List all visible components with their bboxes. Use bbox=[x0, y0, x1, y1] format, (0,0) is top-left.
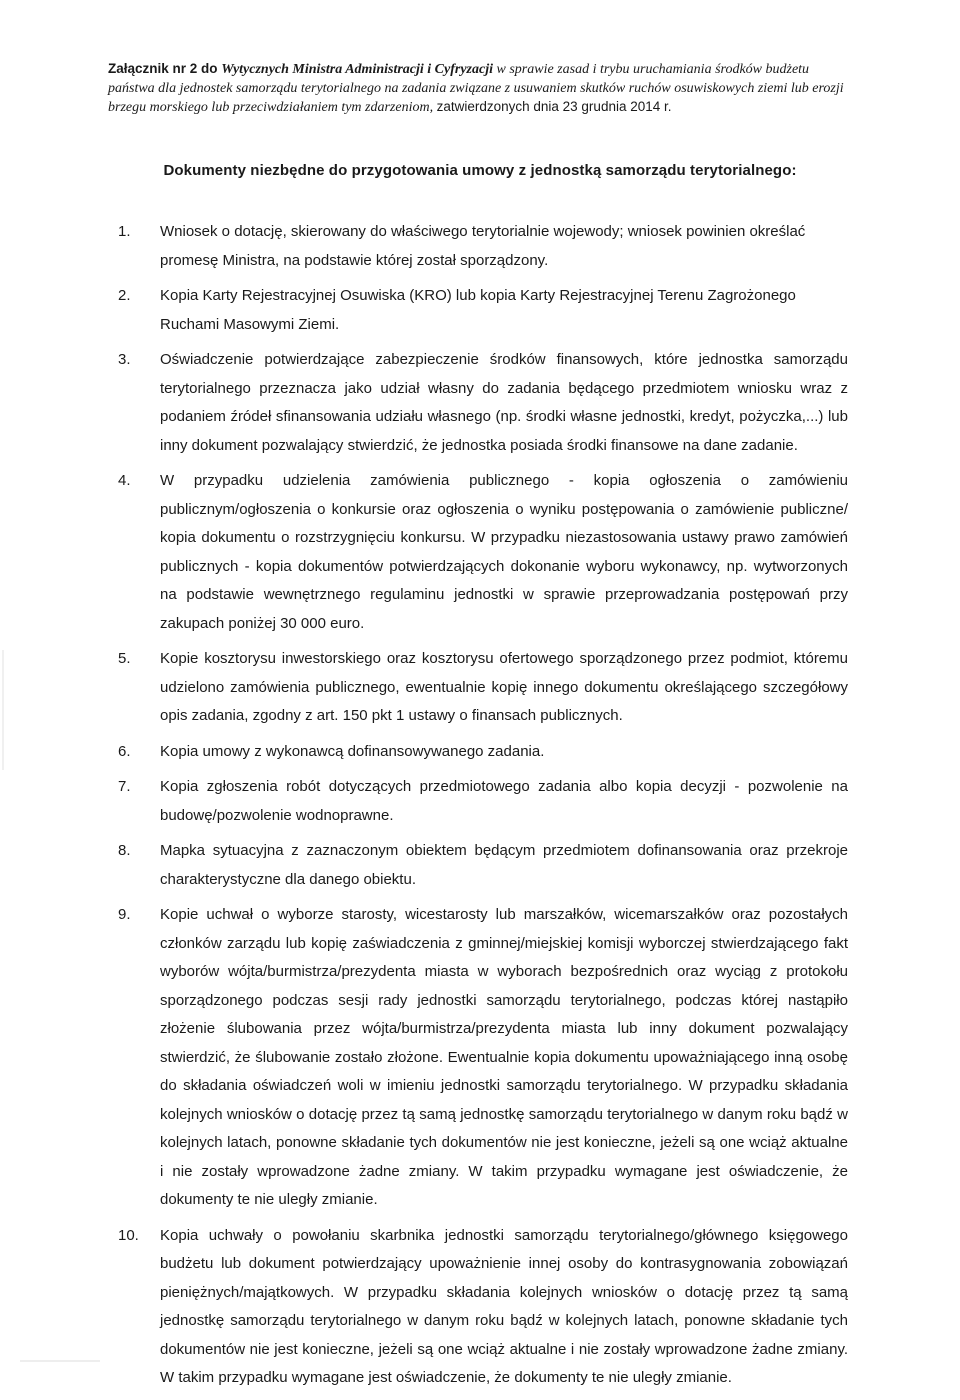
list-item-text: Kopia Karty Rejestracyjnej Osuwiska (KRO) lub kopia Karty Rejestracyjnej Terenu Zagrożonego Ruchami Masowymi Ziemi. bbox=[160, 287, 796, 333]
list-item bbox=[118, 1222, 848, 1393]
list-item-text: Kopia zgłoszenia robót dotyczących przedmiotowego zadania albo kopia decyzji - pozwolenie na budowę/pozwolenie wodnoprawne. bbox=[160, 778, 848, 824]
list-item-text: W przypadku udzielenia zamówienia publicznego - kopia ogłoszenia o zamówieniu publicznym/ogłoszenia o konkursie oraz ogłoszenia o wyniku postępowania o zamówienie publiczne/ kopia dokumentu o rozstrzygnięciu konkursu. W przypadku niezastosowania ustawy prawo zamówień publicznych - kopia dokumentów potwierdzających dokonanie wyboru wykonawcy, np. wytworzonych na podstawie wewnętrznego regulaminu jednostki w sprawie przeprowadzania postępowań przy zakupach poniżej 30 000 euro. bbox=[160, 472, 848, 632]
scan-edge-shadow bbox=[2, 650, 4, 770]
document-title: Dokumenty niezbędne do przygotowania umowy z jednostką samorządu terytorialnego: bbox=[163, 162, 797, 179]
list-item-number: 4. bbox=[118, 472, 131, 489]
list-item bbox=[118, 218, 848, 275]
list-item bbox=[118, 282, 848, 339]
list-item-number: 8. bbox=[118, 842, 131, 859]
required-documents-list bbox=[118, 218, 848, 1400]
list-item-number: 3. bbox=[118, 351, 131, 368]
list-item-number: 2. bbox=[118, 287, 131, 304]
scan-footer-shadow bbox=[20, 1360, 100, 1362]
list-item-text: Mapka sytuacyjna z zaznaczonym obiektem będącym przedmiotem dofinansowania oraz przekroje charakterystyczne dla danego obiektu. bbox=[160, 842, 848, 888]
list-item bbox=[118, 467, 848, 638]
annex-header bbox=[108, 60, 853, 118]
list-item-number: 6. bbox=[118, 742, 131, 760]
header-approval-date: zatwierdzonych dnia 23 grudnia 2014 r. bbox=[436, 99, 672, 114]
header-lead: Załącznik nr 2 do bbox=[108, 61, 222, 76]
header-guidelines-subject: w sprawie zasad i trybu uruchamiania środków budżetu państwa dla jednostek samorządu terytorialnego na zadania związane z usuwaniem skutków ruchów osuwiskowych ziemi lub erozji brzegu morskiego lub przeciwdziałaniem tym zdarzeniom, bbox=[108, 62, 844, 115]
list-item bbox=[118, 901, 848, 1215]
list-item-text: Kopia uchwały o powołaniu skarbnika jednostki samorządu terytorialnego/głównego księgowego budżetu lub dokument potwierdzający upoważnienie innej osoby do kontrasygnowania zobowiązań pieniężnych/majątkowych. W przypadku składania kolejnych wniosków o dotację przez tą samą jednostkę samorządu terytorialnego w danym roku bądź w kolejnych latach, ponowne składanie tych dokumentów nie jest konieczne, jeżeli są one wciąż aktualne i nie zostały wprowadzone żadne zmiany. W takim przypadku wymagane jest oświadczenie, że dokumenty te nie uległy zmianie. bbox=[160, 1226, 848, 1386]
list-item-number: 7. bbox=[118, 778, 131, 795]
list-item-text: Kopia umowy z wykonawcą dofinansowywanego zadania. bbox=[160, 742, 545, 760]
list-item bbox=[118, 738, 848, 767]
list-item bbox=[118, 773, 848, 830]
list-item-text: Kopie uchwał o wyborze starosty, wicestarosty lub marszałków, wicemarszałków oraz pozostałych członków zarządu lub kopię zaświadczenia z gminnej/miejskiej komisji wyborczej stwierdzającego fakt wyborów wójta/burmistrza/prezydenta miasta w wyborach bezpośrednich oraz wyciąg z protokołu sporządzonego podczas sesji rady jednostki samorządu terytorialnego, podczas której nastąpiło złożenie ślubowania przez wójta/burmistrza/prezydenta miasta lub inny dokument pozwalający stwierdzić, że ślubowanie zostało złożone. Ewentualnie kopia dokumentu upoważniającego inną osobę do składania oświadczeń woli w imieniu jednostki samorządu terytorialnego. W przypadku składania kolejnych wniosków o dotację przez tą samą jednostkę samorządu terytorialnego w danym roku bądź w kolejnych latach, ponowne składanie tych dokumentów nie jest konieczne, jeżeli są one wciąż aktualne i nie zostały wprowadzone żadne zmiany. W takim przypadku wymagane jest oświadczenie, że dokumenty te nie uległy zmianie. bbox=[160, 906, 848, 1208]
list-item-text: Oświadczenie potwierdzające zabezpieczenie środków finansowych, które jednostka samorządu terytorialnego przeznacza jako udział własny do zadania będącego przedmiotem wniosku wraz z podaniem źródeł sfinansowania udziału własnego (np. środki własne jednostki, kredyt, pożyczka,...) lub inny dokument pozwalający stwierdzić, że jednostka posiada środki finansowe na dane zadanie. bbox=[160, 351, 848, 454]
list-item bbox=[118, 837, 848, 894]
header-guidelines-title: Wytycznych Ministra Administracji i Cyfryzacji bbox=[221, 62, 493, 77]
list-item-text: Kopie kosztorysu inwestorskiego oraz kosztorysu ofertowego sporządzonego przez podmiot, któremu udzielono zamówienia publicznego, ewentualnie kopię innego dokumentu określającego szczegółowy opis zadania, zgodny z art. 150 pkt 1 ustawy o finansach publicznych. bbox=[160, 650, 848, 724]
list-item bbox=[118, 346, 848, 460]
list-item-number: 1. bbox=[118, 223, 131, 240]
list-item bbox=[118, 645, 848, 731]
list-item-number: 9. bbox=[118, 906, 131, 923]
list-item-number: 10. bbox=[118, 1226, 139, 1244]
list-item-number: 5. bbox=[118, 650, 131, 667]
list-item-text: Wniosek o dotację, skierowany do właściwego terytorialnie wojewody; wniosek powinien określać promesę Ministra, na podstawie której został sporządzony. bbox=[160, 223, 806, 269]
